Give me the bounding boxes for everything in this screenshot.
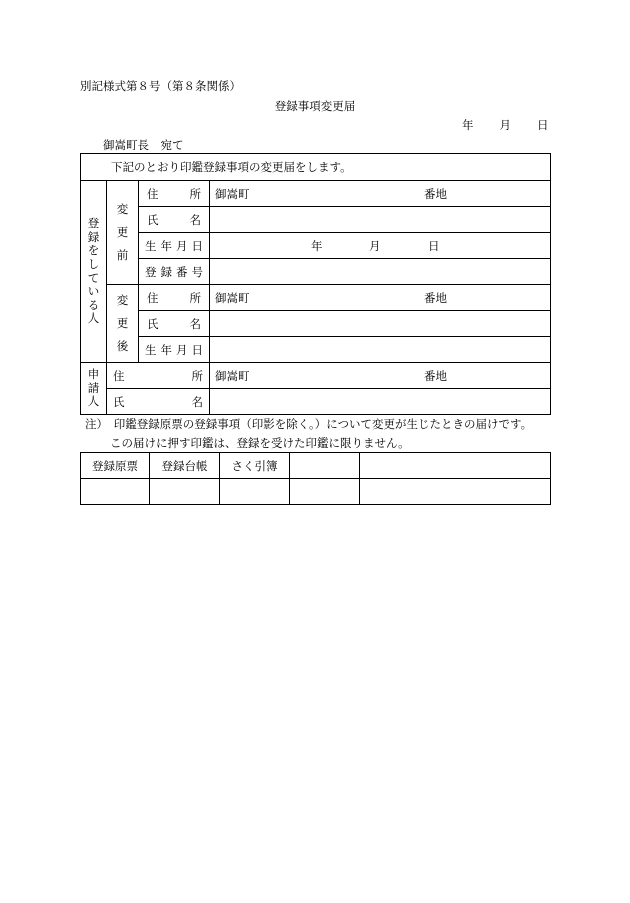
office-header-ledger: 登録台帳 (150, 453, 220, 479)
before-address-label: 住 所 (139, 181, 210, 207)
office-header-original-record: 登録原票 (81, 453, 150, 479)
after-label-char: 更 (116, 316, 129, 330)
after-name-field[interactable] (210, 311, 551, 337)
registrant-label (81, 181, 107, 363)
form-number: 別記様式第８号（第８条関係） (80, 79, 241, 93)
applicant-address-banchi: 番地 (424, 368, 447, 383)
office-stamp-original-record[interactable] (81, 479, 150, 505)
form-title: 登録事項変更届 (274, 99, 356, 113)
before-address-town: 御嵩町 (215, 186, 250, 201)
office-stamp-blank-1[interactable] (290, 479, 360, 505)
before-dob-label: 生 年 月 日 (139, 233, 210, 259)
note-line-1: 注） 印鑑登録原票の登録事項（印影を除く。）について変更が生じたときの届けです。 (85, 417, 533, 431)
office-use-table (80, 452, 551, 505)
applicant-address-field[interactable] (210, 363, 551, 389)
office-stamp-index[interactable] (220, 479, 290, 505)
before-label-char: 前 (116, 248, 129, 262)
registrant-label-text (81, 217, 106, 326)
date-month-unit: 月 (499, 118, 511, 132)
applicant-label-char: 請 (87, 380, 100, 395)
registrant-label-char: 録 (87, 229, 100, 244)
registrant-label-char: い (87, 284, 100, 299)
before-reg-no-field[interactable] (210, 259, 551, 285)
office-header-blank-2 (360, 453, 551, 479)
registrant-label-char: し (87, 256, 100, 271)
before-dob-year-unit: 年 (311, 238, 323, 253)
applicant-name-field[interactable] (210, 389, 551, 415)
after-dob-label: 生 年 月 日 (139, 337, 210, 363)
intro-statement: 下記のとおり印鑑登録事項の変更届をします。 (81, 154, 551, 181)
after-label-char: 変 (116, 293, 129, 307)
office-header-blank-1 (290, 453, 360, 479)
applicant-name-label: 氏 名 (107, 389, 210, 415)
registrant-label-char: て (87, 270, 100, 285)
after-change-label (107, 285, 139, 363)
date-line (462, 120, 549, 132)
registrant-label-char: 人 (87, 311, 100, 326)
date-day-unit: 日 (537, 118, 549, 132)
registration-change-table (80, 153, 551, 415)
after-address-label: 住 所 (139, 285, 210, 311)
before-address-field[interactable] (210, 181, 551, 207)
after-name-label: 氏 名 (139, 311, 210, 337)
addressee: 御嵩町長 宛て (103, 138, 184, 152)
before-label-char: 変 (116, 202, 129, 216)
before-name-label: 氏 名 (139, 207, 210, 233)
before-change-label (107, 181, 139, 285)
before-address-banchi: 番地 (424, 186, 447, 201)
before-dob-field[interactable] (210, 233, 551, 259)
after-dob-field[interactable] (210, 337, 551, 363)
before-label-char: 更 (116, 225, 129, 239)
after-address-field[interactable] (210, 285, 551, 311)
applicant-label-char: 人 (87, 394, 100, 409)
after-address-banchi: 番地 (424, 290, 447, 305)
applicant-label (81, 363, 107, 415)
registrant-label-char: る (87, 297, 100, 312)
office-stamp-blank-2[interactable] (360, 479, 551, 505)
before-reg-no-label: 登 録 番 号 (139, 259, 210, 285)
office-stamp-ledger[interactable] (150, 479, 220, 505)
registrant-label-char: を (87, 243, 100, 258)
office-header-index: さく引簿 (220, 453, 290, 479)
before-name-field[interactable] (210, 207, 551, 233)
applicant-address-town: 御嵩町 (215, 368, 250, 383)
note-line-2: この届けに押す印鑑は、登録を受けた印鑑に限りません。 (110, 436, 410, 450)
after-label-char: 後 (116, 339, 129, 353)
before-dob-month-unit: 月 (369, 238, 381, 253)
after-address-town: 御嵩町 (215, 290, 250, 305)
applicant-label-char: 申 (87, 367, 100, 382)
before-dob-day-unit: 日 (428, 238, 440, 253)
applicant-address-label: 住 所 (107, 363, 210, 389)
registrant-label-char: 登 (87, 216, 100, 231)
date-year-unit: 年 (462, 118, 474, 132)
